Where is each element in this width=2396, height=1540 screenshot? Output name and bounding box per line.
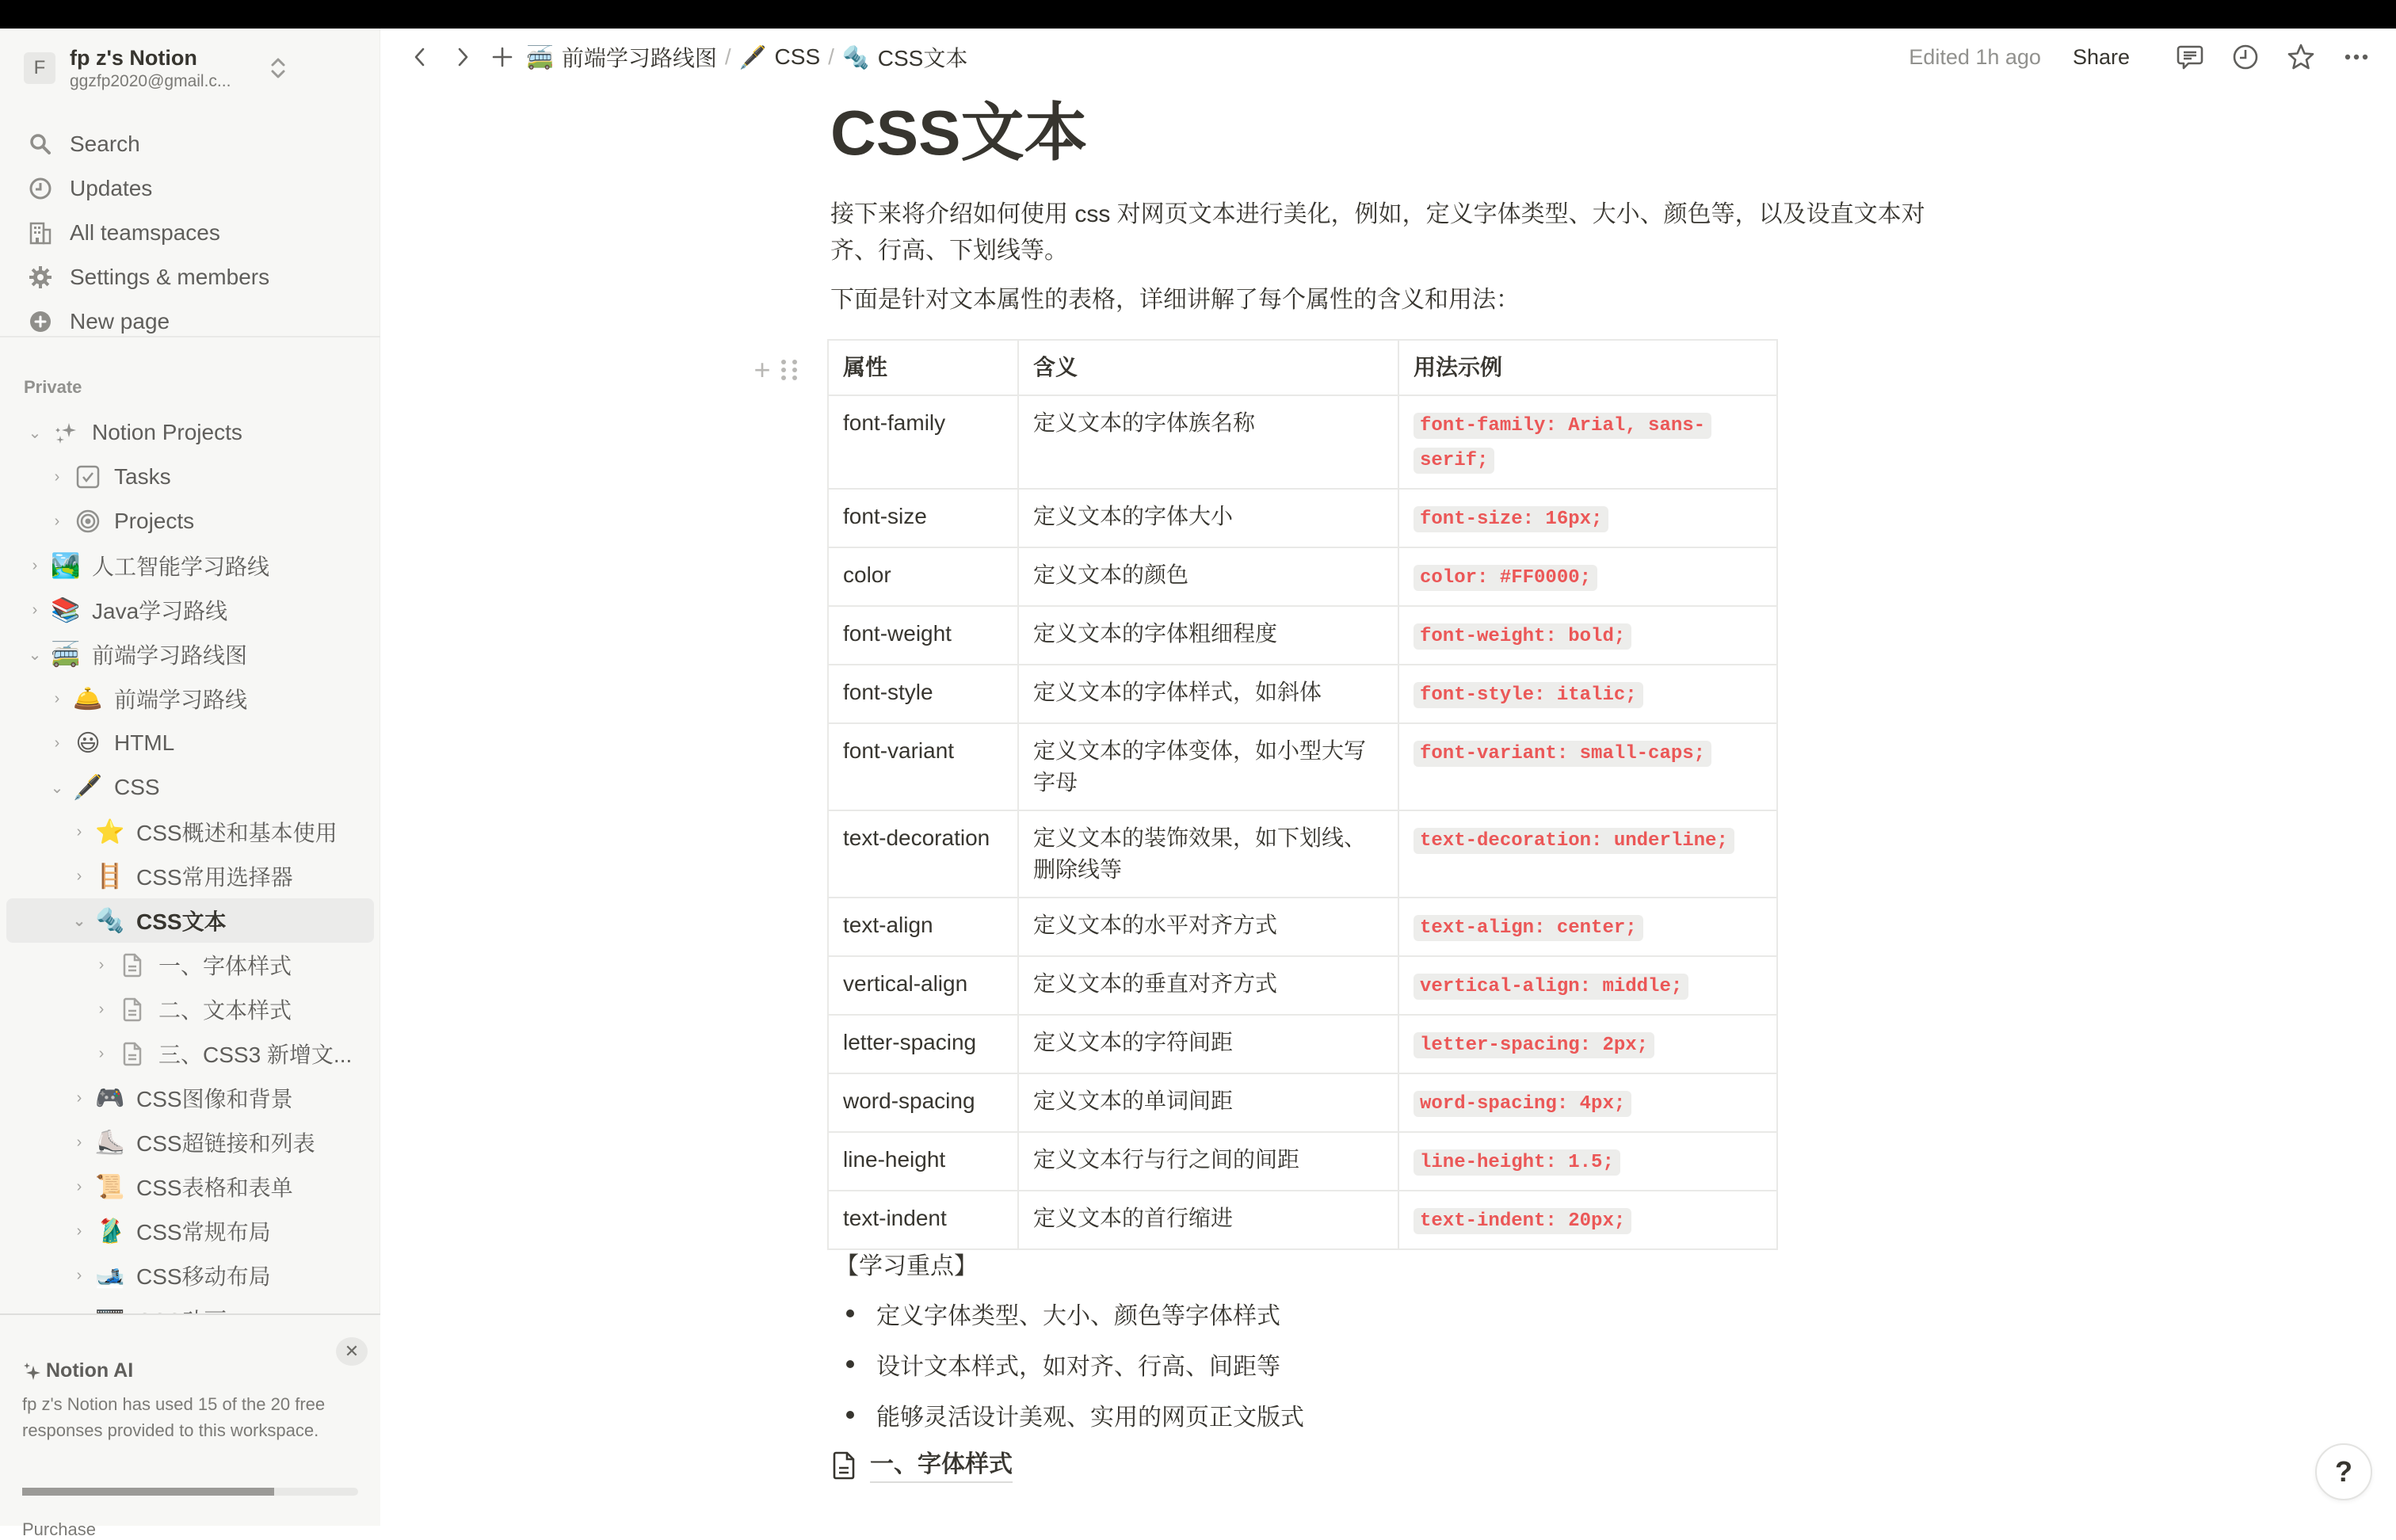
tree-item-text-style[interactable] bbox=[6, 987, 374, 1031]
bullet-icon bbox=[846, 1411, 854, 1419]
ai-panel-title: Notion AI bbox=[22, 1359, 133, 1382]
smiley-emoji-icon: 😃 bbox=[75, 730, 101, 757]
meaning-cell[interactable]: 定义文本的装饰效果，如下划线、删除线等 bbox=[1018, 810, 1398, 898]
table-header-row bbox=[828, 340, 1777, 395]
ladder-emoji-icon: 🪜 bbox=[95, 863, 125, 890]
example-cell[interactable] bbox=[1398, 547, 1777, 606]
sari-emoji-icon: 🥻 bbox=[95, 1218, 125, 1245]
properties-table bbox=[827, 339, 1778, 1250]
property-cell[interactable]: vertical-align bbox=[828, 956, 1018, 1015]
bullet-icon bbox=[846, 1360, 854, 1368]
meaning-cell[interactable]: 定义文本的字体样式，如斜体 bbox=[1018, 665, 1398, 723]
chevron-left-icon bbox=[408, 45, 432, 69]
chevron-up-down-icon[interactable] bbox=[266, 52, 290, 84]
property-cell[interactable]: line-height bbox=[828, 1132, 1018, 1191]
page-header bbox=[380, 29, 2396, 86]
tree-item-label: 前端学习路线图 bbox=[92, 643, 248, 668]
inline-code: font-weight: bold; bbox=[1414, 623, 1631, 650]
meaning-cell[interactable]: 定义文本的垂直对齐方式 bbox=[1018, 956, 1398, 1015]
books-emoji-icon: 📚 bbox=[51, 597, 81, 623]
inline-code: text-align: center; bbox=[1414, 915, 1643, 941]
inline-code: word-spacing: 4px; bbox=[1414, 1091, 1631, 1117]
table-header-cell[interactable]: 用法示例 bbox=[1398, 340, 1777, 395]
chevron-right-icon bbox=[451, 45, 475, 69]
tree-item-css-text[interactable] bbox=[6, 898, 374, 943]
tree-item-label: CSS文本 bbox=[136, 909, 227, 934]
meaning-cell[interactable]: 定义文本的颜色 bbox=[1018, 547, 1398, 606]
list-item[interactable]: 设计文本样式，如对齐、行高、间距等 bbox=[830, 1339, 1940, 1389]
checkbox-icon bbox=[73, 462, 103, 492]
table-row bbox=[828, 489, 1777, 547]
workspace-avatar: F bbox=[24, 52, 55, 84]
breadcrumb-item-css-text[interactable]: 🔩 CSS文本 bbox=[841, 44, 968, 71]
tree-item-css3-text[interactable] bbox=[6, 1031, 374, 1076]
key-points-title[interactable]: 【学习重点】 bbox=[835, 1253, 978, 1279]
chevron-right-icon[interactable]: › bbox=[54, 512, 60, 530]
ai-panel-description: fp z's Notion has used 15 of the 20 free responses provided to this workspace. bbox=[22, 1394, 326, 1440]
example-cell[interactable] bbox=[1398, 606, 1777, 665]
chevron-right-icon[interactable]: › bbox=[98, 955, 105, 974]
property-cell[interactable]: text-decoration bbox=[828, 810, 1018, 898]
more-horizontal-icon bbox=[2342, 43, 2371, 71]
example-cell[interactable] bbox=[1398, 956, 1777, 1015]
target-icon bbox=[73, 506, 103, 536]
tree-item-font-style[interactable] bbox=[6, 943, 374, 987]
section-label-private: Private bbox=[24, 377, 82, 397]
comment-icon bbox=[2176, 43, 2204, 71]
example-cell[interactable] bbox=[1398, 898, 1777, 956]
add-block-icon[interactable]: + bbox=[754, 353, 771, 386]
trolleybus-emoji-icon: 🚎 bbox=[526, 44, 554, 70]
learning-points-section bbox=[830, 1245, 1940, 1491]
inline-code: letter-spacing: 2px; bbox=[1414, 1032, 1654, 1058]
property-cell[interactable]: letter-spacing bbox=[828, 1015, 1018, 1073]
tree-item-label: CSS常用选择器 bbox=[136, 865, 293, 890]
sparkles-icon bbox=[51, 417, 81, 448]
tree-item-label: CSS超链接和列表 bbox=[136, 1131, 315, 1156]
table-row bbox=[828, 898, 1777, 956]
property-cell[interactable]: font-style bbox=[828, 665, 1018, 723]
tree-item-tasks[interactable] bbox=[6, 455, 374, 499]
back-button[interactable] bbox=[404, 41, 436, 73]
gamepad-emoji-icon: 🎮 bbox=[95, 1084, 125, 1111]
tree-item-css-overview[interactable] bbox=[6, 810, 374, 854]
sidebar-item-label: Settings & members bbox=[70, 265, 270, 289]
sidebar-item-search[interactable] bbox=[6, 122, 374, 166]
sparkle-icon bbox=[22, 1361, 43, 1382]
table-row bbox=[828, 1132, 1777, 1191]
clock-icon bbox=[27, 175, 54, 202]
tree-item-html[interactable] bbox=[6, 721, 374, 765]
block-handle bbox=[746, 353, 802, 387]
header-actions bbox=[1909, 29, 2374, 86]
tree-item-label: 三、CSS3 新增文... bbox=[158, 1043, 353, 1067]
sidebar-item-settings[interactable] bbox=[6, 255, 374, 299]
example-cell[interactable] bbox=[1398, 723, 1777, 810]
chevron-down-icon[interactable]: ⌄ bbox=[28, 424, 42, 442]
meaning-cell[interactable]: 定义文本的字体大小 bbox=[1018, 489, 1398, 547]
property-cell[interactable]: text-align bbox=[828, 898, 1018, 956]
page-content bbox=[830, 86, 1940, 318]
trolleybus-emoji-icon: 🚎 bbox=[51, 641, 81, 668]
tree-item-label: CSS概述和基本使用 bbox=[136, 821, 338, 845]
chevron-right-icon[interactable]: › bbox=[76, 1266, 82, 1284]
tree-item-frontend-path[interactable] bbox=[6, 677, 374, 721]
tree-item-label: CSS bbox=[114, 775, 160, 799]
inline-code: font-style: italic; bbox=[1414, 682, 1643, 708]
table-row bbox=[828, 810, 1777, 898]
tree-item-ai-roadmap[interactable] bbox=[6, 543, 374, 588]
tree-item-css-images[interactable] bbox=[6, 1076, 374, 1120]
sidebar-item-label: New page bbox=[70, 309, 170, 334]
plus-icon bbox=[490, 45, 514, 69]
chevron-right-icon[interactable]: › bbox=[76, 1222, 82, 1240]
table-intro-paragraph[interactable]: 下面是针对文本属性的表格，详细讲解了每个属性的含义和用法： bbox=[830, 287, 1520, 313]
share-button[interactable]: Share bbox=[2072, 44, 2130, 69]
example-cell[interactable] bbox=[1398, 665, 1777, 723]
edited-timestamp: Edited 1h ago bbox=[1909, 44, 2041, 69]
notion-ai-panel bbox=[0, 1313, 380, 1539]
property-cell[interactable]: font-family bbox=[828, 395, 1018, 489]
table-row bbox=[828, 723, 1777, 810]
new-page-button[interactable] bbox=[486, 41, 518, 73]
close-icon[interactable]: ✕ bbox=[336, 1337, 368, 1366]
example-cell[interactable] bbox=[1398, 1073, 1777, 1132]
ski-emoji-icon: 🎿 bbox=[95, 1262, 125, 1289]
meaning-cell[interactable]: 定义文本的字体变体，如小型大写字母 bbox=[1018, 723, 1398, 810]
breadcrumb bbox=[523, 41, 971, 73]
table-header-cell[interactable]: 含义 bbox=[1018, 340, 1398, 395]
nut-bolt-emoji-icon: 🔩 bbox=[95, 907, 125, 934]
inline-code: color: #FF0000; bbox=[1414, 565, 1597, 591]
tree-item-label: CSS移动布局 bbox=[136, 1264, 271, 1289]
page-tree bbox=[6, 410, 374, 1342]
property-cell[interactable]: text-indent bbox=[828, 1191, 1018, 1249]
workspace-switcher[interactable] bbox=[19, 35, 368, 101]
drag-handle-icon[interactable] bbox=[778, 356, 802, 384]
page-icon bbox=[117, 950, 147, 980]
chevron-right-icon[interactable]: › bbox=[54, 734, 60, 752]
ai-usage-progress bbox=[22, 1488, 358, 1496]
comments-button[interactable] bbox=[2173, 40, 2207, 74]
chevron-right-icon[interactable]: › bbox=[98, 1044, 105, 1062]
tree-item-label: 二、文本样式 bbox=[158, 998, 292, 1023]
inline-code: text-decoration: underline; bbox=[1414, 828, 1734, 854]
tree-item-frontend-roadmap[interactable] bbox=[6, 632, 374, 677]
bell-emoji-icon: 🛎️ bbox=[73, 685, 103, 712]
property-cell[interactable]: font-weight bbox=[828, 606, 1018, 665]
table-row bbox=[828, 606, 1777, 665]
property-cell[interactable]: color bbox=[828, 547, 1018, 606]
list-item[interactable]: 定义字体类型、大小、颜色等字体样式 bbox=[830, 1288, 1940, 1339]
meaning-cell[interactable]: 定义文本的水平对齐方式 bbox=[1018, 898, 1398, 956]
tree-item-label: Java学习路线 bbox=[92, 599, 228, 623]
meaning-cell[interactable]: 定义文本的单词间距 bbox=[1018, 1073, 1398, 1132]
breadcrumb-item-frontend-roadmap[interactable]: 🚎 前端学习路线图 bbox=[526, 44, 717, 71]
property-cell[interactable]: font-size bbox=[828, 489, 1018, 547]
tree-item-css-layout[interactable] bbox=[6, 1209, 374, 1253]
workspace-name: fp z's Notion bbox=[70, 46, 197, 70]
page-title[interactable]: CSS文本 bbox=[830, 97, 1088, 168]
inline-code: font-family: Arial, sans-serif; bbox=[1414, 413, 1711, 474]
star-icon bbox=[2287, 43, 2315, 71]
example-cell[interactable] bbox=[1398, 395, 1777, 489]
tree-item-label: CSS常规布局 bbox=[136, 1220, 271, 1245]
sidebar-item-updates[interactable] bbox=[6, 166, 374, 211]
clock-icon bbox=[2231, 43, 2260, 71]
landscape-emoji-icon: 🏞️ bbox=[51, 552, 81, 579]
example-cell[interactable] bbox=[1398, 1132, 1777, 1191]
meaning-cell[interactable]: 定义文本的字符间距 bbox=[1018, 1015, 1398, 1073]
table-row bbox=[828, 956, 1777, 1015]
table-row bbox=[828, 547, 1777, 606]
plus-circle-icon bbox=[27, 308, 54, 335]
search-icon bbox=[27, 131, 54, 158]
chevron-right-icon[interactable]: › bbox=[32, 600, 38, 619]
table-header-cell[interactable]: 属性 bbox=[828, 340, 1018, 395]
inline-code: line-height: 1.5; bbox=[1414, 1149, 1620, 1176]
breadcrumb-separator: / bbox=[828, 44, 834, 69]
chevron-right-icon[interactable]: › bbox=[54, 467, 60, 486]
ai-usage-progress-fill bbox=[22, 1488, 274, 1496]
nut-bolt-emoji-icon: 🔩 bbox=[841, 44, 870, 70]
gear-icon bbox=[27, 264, 54, 291]
table-row bbox=[828, 395, 1777, 489]
example-cell[interactable] bbox=[1398, 489, 1777, 547]
page-icon bbox=[830, 1450, 857, 1481]
table-row bbox=[828, 665, 1777, 723]
subpage-link-font-style[interactable]: 一、字体样式 bbox=[830, 1440, 1940, 1491]
tree-item-label: HTML bbox=[114, 730, 175, 755]
inline-code: font-size: 16px; bbox=[1414, 506, 1608, 532]
inline-code: font-variant: small-caps; bbox=[1414, 741, 1711, 767]
property-cell[interactable]: font-variant bbox=[828, 723, 1018, 810]
list-item[interactable]: 能够灵活设计美观、实用的网页正文版式 bbox=[830, 1389, 1940, 1440]
chevron-right-icon[interactable]: › bbox=[76, 822, 82, 841]
tree-item-label: CSS表格和表单 bbox=[136, 1176, 293, 1200]
meaning-cell[interactable]: 定义文本的字体族名称 bbox=[1018, 395, 1398, 489]
sidebar-item-all-teamspaces[interactable] bbox=[6, 211, 374, 255]
tree-item-css-tables[interactable] bbox=[6, 1165, 374, 1209]
inline-code: vertical-align: middle; bbox=[1414, 974, 1688, 1000]
table-row bbox=[828, 1015, 1777, 1073]
chevron-right-icon[interactable]: › bbox=[76, 1088, 82, 1107]
intro-paragraph[interactable]: 接下来将介绍如何使用 css 对网页文本进行美化，例如，定义字体类型、大小、颜色等，以及设直文本对齐、行高、下划线等。 bbox=[830, 201, 1925, 264]
tree-item-label: Notion Projects bbox=[92, 420, 242, 444]
tree-item-projects[interactable] bbox=[6, 499, 374, 543]
sidebar-item-label: Updates bbox=[70, 176, 153, 200]
meaning-cell[interactable]: 定义文本行与行之间的间距 bbox=[1018, 1132, 1398, 1191]
pen-emoji-icon: 🖋️ bbox=[738, 44, 767, 70]
chevron-down-icon[interactable]: ⌄ bbox=[28, 646, 42, 664]
tree-item-label: 前端学习路线 bbox=[114, 688, 248, 712]
updates-button[interactable] bbox=[2228, 40, 2263, 74]
tree-item-css-mobile[interactable] bbox=[6, 1253, 374, 1298]
chevron-right-icon[interactable]: › bbox=[54, 689, 60, 707]
tree-item-java-roadmap[interactable] bbox=[6, 588, 374, 632]
chevron-right-icon[interactable]: › bbox=[76, 867, 82, 885]
tree-item-css-selectors[interactable] bbox=[6, 854, 374, 898]
sidebar-item-label: All teamspaces bbox=[70, 220, 220, 245]
chevron-right-icon[interactable]: › bbox=[98, 1000, 105, 1018]
purchase-link[interactable]: Purchase bbox=[22, 1519, 96, 1539]
sidebar-divider bbox=[0, 336, 380, 337]
table-row bbox=[828, 1073, 1777, 1132]
bullet-icon bbox=[846, 1309, 854, 1317]
tree-item-label: Projects bbox=[114, 509, 195, 533]
favorite-button[interactable] bbox=[2283, 40, 2318, 74]
pen-emoji-icon: 🖋️ bbox=[73, 774, 103, 801]
tree-item-label: 人工智能学习路线 bbox=[92, 555, 270, 579]
sidebar-nav bbox=[6, 122, 374, 344]
example-cell[interactable] bbox=[1398, 810, 1777, 898]
forward-button[interactable] bbox=[447, 41, 479, 73]
more-options-button[interactable] bbox=[2339, 40, 2374, 74]
sidebar-item-label: Search bbox=[70, 132, 140, 156]
chevron-down-icon[interactable]: ⌄ bbox=[50, 779, 64, 797]
tree-item-label: 一、字体样式 bbox=[158, 954, 292, 978]
page-icon bbox=[117, 1039, 147, 1069]
tree-item-label: CSS图像和背景 bbox=[136, 1087, 293, 1111]
meaning-cell[interactable]: 定义文本的字体粗细程度 bbox=[1018, 606, 1398, 665]
page-icon bbox=[117, 994, 147, 1024]
example-cell[interactable] bbox=[1398, 1191, 1777, 1249]
skate-emoji-icon: ⛸️ bbox=[95, 1129, 125, 1156]
tree-item-css-links[interactable] bbox=[6, 1120, 374, 1165]
breadcrumb-item-css[interactable]: 🖋️ CSS bbox=[738, 44, 821, 70]
star-emoji-icon: ⭐ bbox=[95, 818, 125, 845]
building-icon bbox=[27, 219, 54, 246]
chevron-right-icon[interactable]: › bbox=[32, 556, 38, 574]
property-cell[interactable]: word-spacing bbox=[828, 1073, 1018, 1132]
tree-item-label: Tasks bbox=[114, 464, 171, 489]
tree-item-notion-projects[interactable] bbox=[6, 410, 374, 455]
help-button[interactable]: ? bbox=[2315, 1443, 2372, 1500]
workspace-email: ggzfp2020@gmail.c... bbox=[70, 72, 231, 90]
chevron-down-icon[interactable]: ⌄ bbox=[72, 912, 86, 930]
scroll-emoji-icon: 📜 bbox=[95, 1173, 125, 1200]
inline-code: text-indent: 20px; bbox=[1414, 1208, 1631, 1234]
sidebar bbox=[0, 29, 380, 1539]
example-cell[interactable] bbox=[1398, 1015, 1777, 1073]
breadcrumb-separator: / bbox=[724, 44, 731, 69]
tree-item-css[interactable] bbox=[6, 765, 374, 810]
meaning-cell[interactable]: 定义文本的首行缩进 bbox=[1018, 1191, 1398, 1249]
os-top-bar bbox=[0, 0, 2396, 29]
table-row bbox=[828, 1191, 1777, 1249]
chevron-right-icon[interactable]: › bbox=[76, 1133, 82, 1151]
chevron-right-icon[interactable]: › bbox=[76, 1177, 82, 1195]
